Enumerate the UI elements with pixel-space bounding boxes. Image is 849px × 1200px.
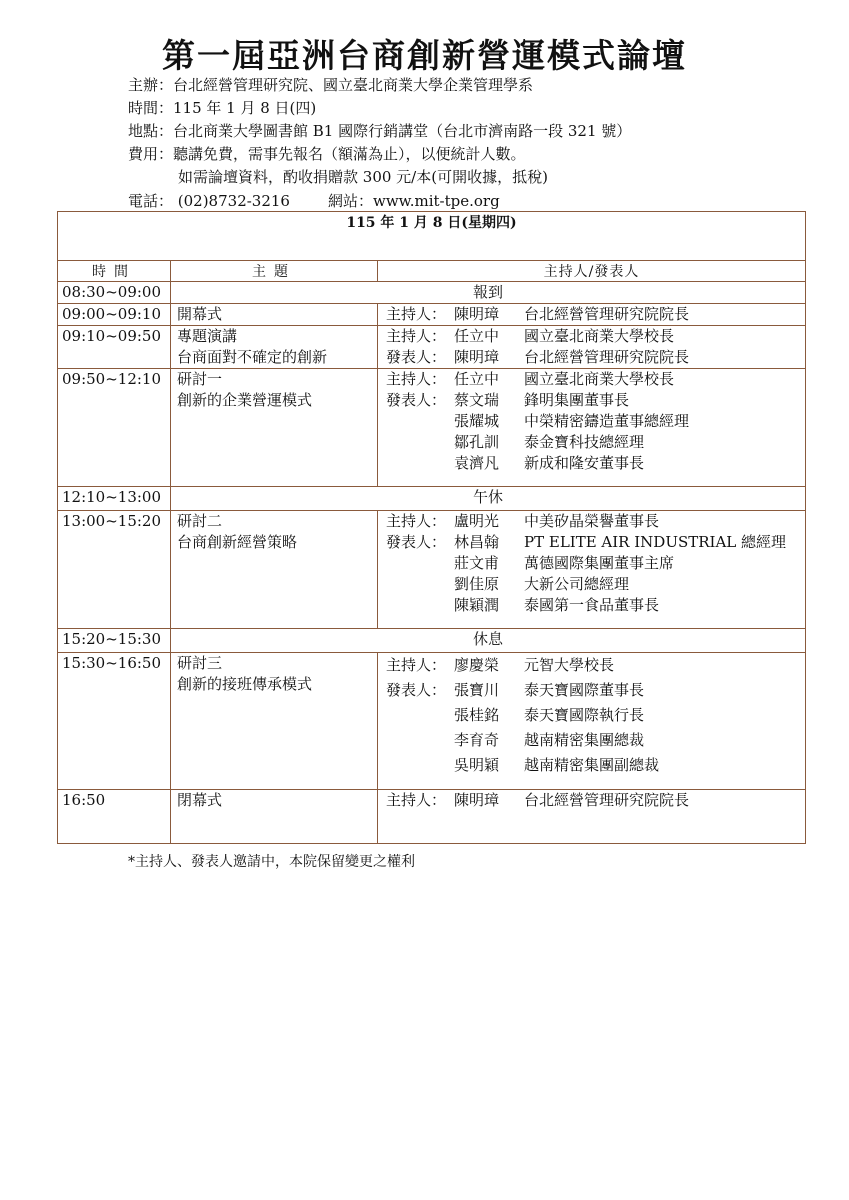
speaker-name: 張寶川 [454,681,500,699]
speaker-line [386,411,805,432]
session-title: 研討三 [177,654,223,672]
website-link[interactable]: 網站：www.mit-tpe.org [327,192,500,210]
speaker-line [386,390,805,411]
speaker-title: 國立臺北商業大學校長 [524,327,675,345]
row-time: 09:50~12:10 [58,369,171,487]
speaker-name: 陳明璋 [454,305,500,323]
session-title: 閉幕式 [177,791,223,809]
row-break-label: 休息 [171,629,806,653]
speaker-line [386,728,805,753]
schedule-date: 115 年 1 月 8 日(星期四) [58,212,806,261]
session-title: 研討一 [177,370,223,388]
speaker-line [386,432,805,453]
speaker-name: 林昌翰 [454,533,500,551]
schedule-row [58,369,806,487]
speaker-role: 發表人： [386,348,447,366]
row-break-label: 午休 [171,487,806,511]
schedule-row [58,790,806,844]
speaker-name: 吳明穎 [454,756,500,774]
speaker-line [386,703,805,728]
speaker-name: 莊文甫 [454,554,500,572]
speaker-title: 泰國第一食品董事長 [524,596,660,614]
speaker-title: 國立臺北商業大學校長 [524,370,675,388]
speaker-line [386,511,805,532]
speaker-name: 盧明光 [454,512,500,530]
row-time: 08:30~09:00 [58,282,171,304]
speaker-title: 元智大學校長 [524,656,615,674]
speaker-name: 鄒孔訓 [454,433,500,451]
speaker-line [386,304,805,325]
row-time: 15:20~15:30 [58,629,171,653]
speaker-title: 台北經營管理研究院院長 [524,305,690,323]
row-time: 09:00~09:10 [58,304,171,326]
speaker-name: 張耀城 [454,412,500,430]
speaker-role: 主持人： [386,327,447,345]
speaker-title: 泰金寶科技總經理 [524,433,645,451]
time-line: 時間：115 年 1 月 8 日(四) [128,99,317,117]
speaker-role: 主持人： [386,656,447,674]
speaker-title: 越南精密集團副總裁 [524,756,660,774]
speaker-title: 萬德國際集團董事主席 [524,554,675,572]
row-time: 16:50 [58,790,171,844]
speaker-title: 泰天寶國際執行長 [524,706,645,724]
row-session [171,790,378,844]
row-time: 15:30~16:50 [58,653,171,790]
speaker-line [386,347,805,368]
row-time: 12:10~13:00 [58,487,171,511]
row-time: 09:10~09:50 [58,326,171,369]
speaker-role: 發表人： [386,533,447,551]
session-subtitle: 台商面對不確定的創新 [177,348,328,366]
speaker-name: 劉佳原 [454,575,500,593]
speaker-role: 主持人： [386,370,447,388]
speaker-title: 新成和隆安董事長 [524,454,645,472]
venue-line: 地點：台北商業大學圖書館 B1 國際行銷講堂（台北市濟南路一段 321 號） [128,122,632,140]
speaker-name: 張桂銘 [454,706,500,724]
speaker-role: 主持人： [386,512,447,530]
schedule-row [58,304,806,326]
row-speakers [378,369,806,487]
speaker-title: 中榮精密鑄造董事總經理 [524,412,690,430]
speaker-title: 泰天寶國際董事長 [524,681,645,699]
phone-text: 電話： (02)8732-3216 [128,192,290,210]
schedule-table [57,211,806,844]
speaker-title: 中美矽晶榮譽董事長 [524,512,660,530]
schedule-row [58,487,806,511]
row-session [171,653,378,790]
row-speakers [378,790,806,844]
speaker-name: 陳明璋 [454,348,500,366]
speaker-line [386,532,805,553]
speaker-line [386,678,805,703]
speaker-line [386,790,805,811]
speaker-line [386,453,805,474]
speaker-name: 陳穎潤 [454,596,500,614]
speaker-title: 台北經營管理研究院院長 [524,791,690,809]
speaker-line [386,326,805,347]
row-speakers [378,326,806,369]
schedule-row [58,282,806,304]
footnote: *主持人、發表人邀請中，本院保留變更之權利 [128,854,415,870]
speaker-line [386,369,805,390]
speaker-line [386,595,805,616]
row-session [171,304,378,326]
speaker-name: 任立中 [454,327,500,345]
row-time: 13:00~15:20 [58,511,171,629]
session-title: 開幕式 [177,305,223,323]
session-subtitle: 創新的企業營運模式 [177,391,313,409]
header-speakers: 主持人/發表人 [378,261,806,282]
speaker-line [386,574,805,595]
speaker-title: PT ELITE AIR INDUSTRIAL 總經理 [524,533,787,551]
session-subtitle: 台商創新經營策略 [177,533,298,551]
speaker-role: 發表人： [386,681,447,699]
row-session [171,369,378,487]
speaker-line [386,553,805,574]
speaker-line [386,753,805,778]
speaker-line [386,653,805,678]
row-break-label: 報到 [171,282,806,304]
header-time: 時間 [58,261,171,282]
fee-note-line: 如需論壇資料，酌收捐贈款 300 元/本(可開收據，抵稅) [178,168,548,186]
organizer-line: 主辦：台北經營管理研究院、國立臺北商業大學企業管理學系 [128,76,534,94]
header-row [58,261,806,282]
row-session [171,511,378,629]
speaker-name: 任立中 [454,370,500,388]
schedule-row [58,326,806,369]
fee-line: 費用：聽講免費，需事先報名（額滿為止），以便統計人數。 [128,145,526,163]
speaker-title: 鋒明集團董事長 [524,391,630,409]
session-title: 專題演講 [177,327,238,345]
session-subtitle: 創新的接班傳承模式 [177,675,313,693]
speaker-name: 廖慶榮 [454,656,500,674]
row-speakers [378,653,806,790]
speaker-role: 主持人： [386,305,447,323]
schedule-row [58,511,806,629]
speaker-name: 蔡文瑞 [454,391,500,409]
speaker-role: 發表人： [386,391,447,409]
session-title: 研討二 [177,512,223,530]
speaker-title: 大新公司總經理 [524,575,630,593]
speaker-title: 越南精密集團總裁 [524,731,645,749]
schedule-row [58,629,806,653]
speaker-name: 陳明璋 [454,791,500,809]
row-speakers [378,511,806,629]
contact-line [128,191,500,211]
speaker-role: 主持人： [386,791,447,809]
date-row [58,212,806,261]
page-title: 第一屆亞洲台商創新營運模式論壇 [162,36,687,75]
row-speakers [378,304,806,326]
speaker-name: 李育奇 [454,731,500,749]
header-topic: 主題 [171,261,378,282]
row-session [171,326,378,369]
speaker-name: 袁濟凡 [454,454,500,472]
speaker-title: 台北經營管理研究院院長 [524,348,690,366]
schedule-row [58,653,806,790]
